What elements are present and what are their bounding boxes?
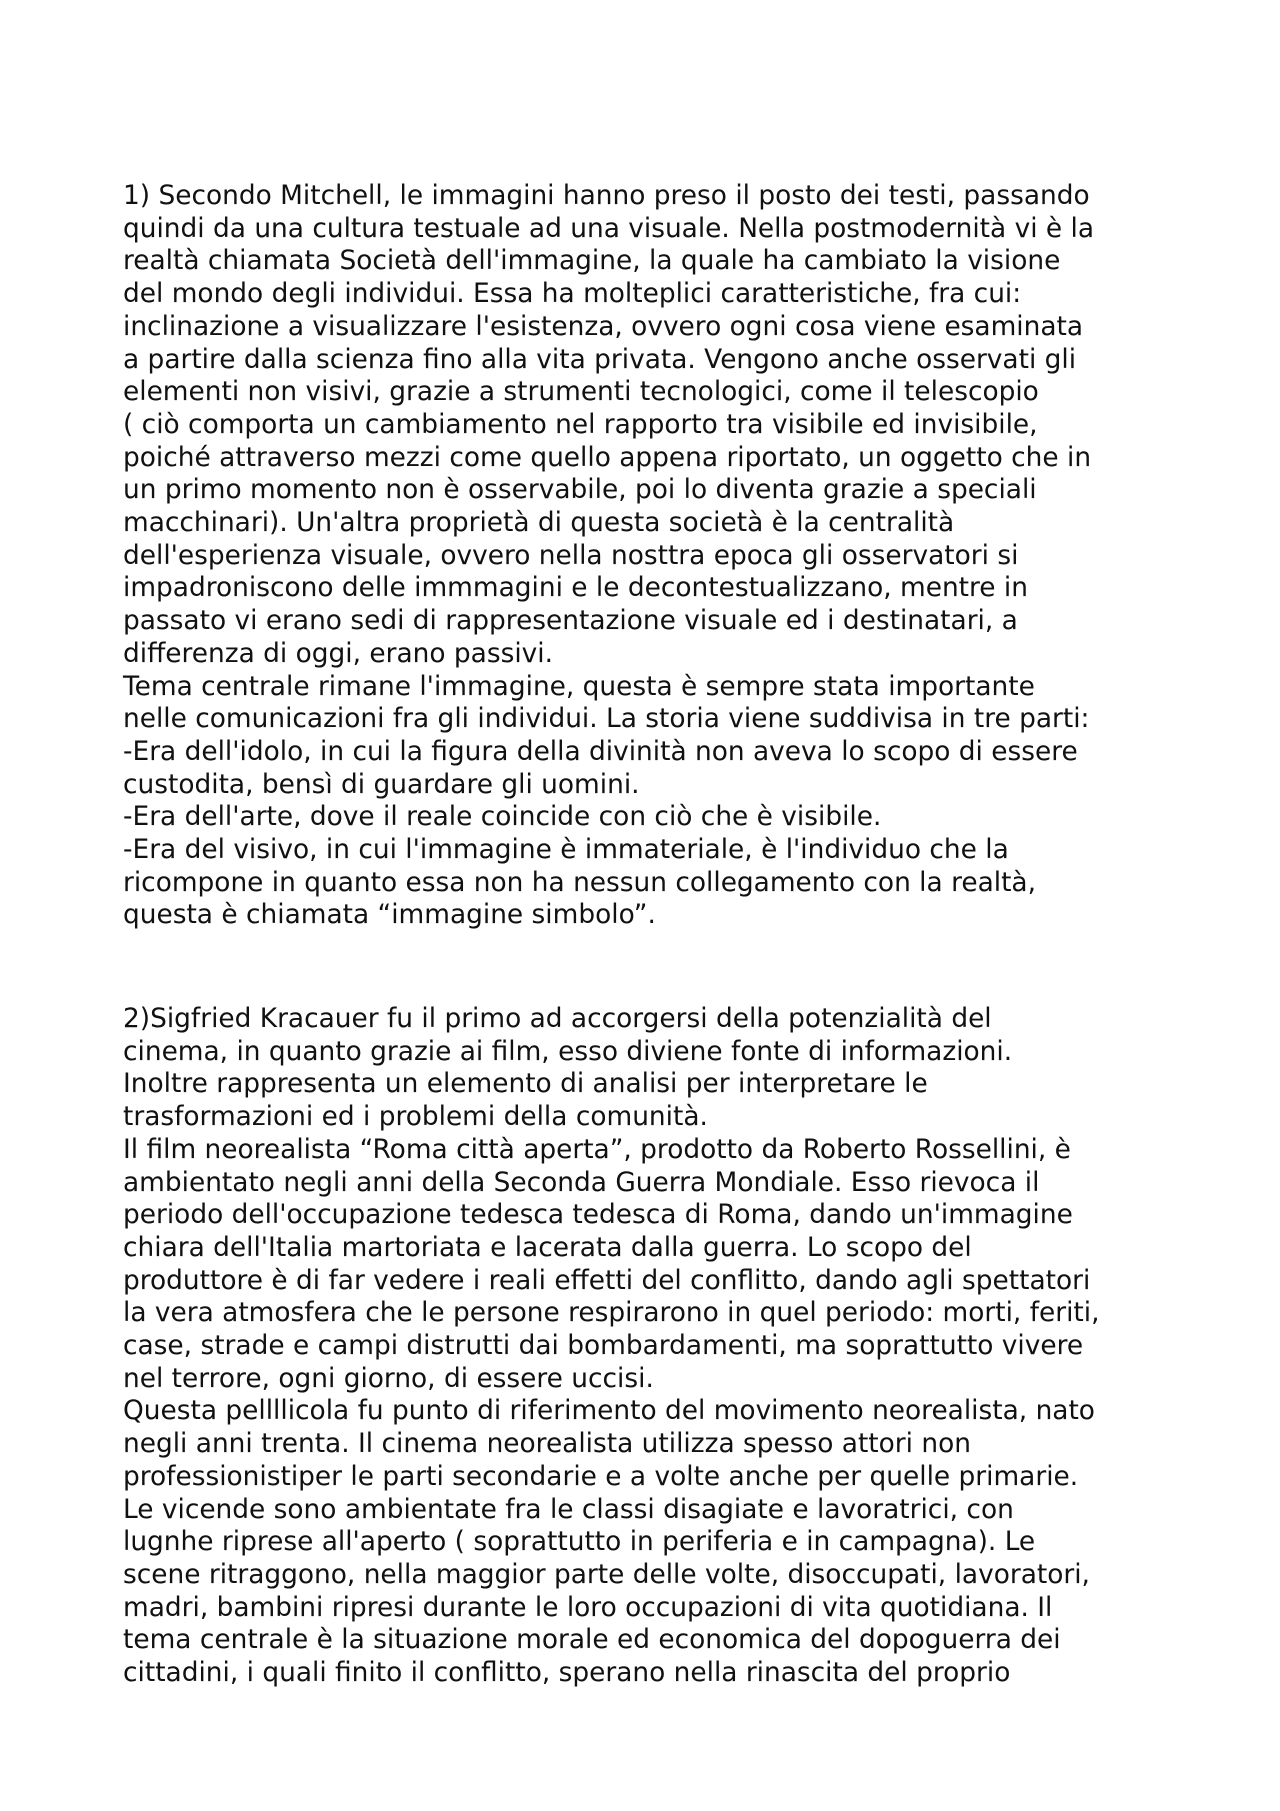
text-line: macchinari). Un'altra proprietà di questa società è la centralità: [123, 507, 955, 539]
text-line: la vera atmosfera che le persone respirarono in quel periodo: morti, feriti,: [123, 1297, 1100, 1329]
text-line: elementi non visivi, grazie a strumenti tecnologici, come il telescopio: [123, 376, 1039, 408]
text-line: trasformazioni ed i problemi della comunità.: [123, 1101, 708, 1133]
text-line: scene ritraggono, nella maggior parte delle volte, disoccupati, lavoratori,: [123, 1558, 1090, 1590]
text-line: -Era del visivo, in cui l'immagine è immateriale, è l'individuo che la: [123, 834, 1009, 866]
text-line: Tema centrale rimane l'immagine, questa è sempre stata importante: [123, 670, 1035, 702]
text-line: un primo momento non è osservabile, poi lo diventa grazie a speciali: [123, 474, 1037, 506]
text-line: madri, bambini ripresi durante le loro occupazioni di vita quotidiana. Il: [123, 1591, 1053, 1623]
text-line: periodo dell'occupazione tedesca tedesca di Roma, dando un'immagine: [123, 1199, 1073, 1231]
text-line: ricompone in quanto essa non ha nessun collegamento con la realtà,: [123, 866, 1036, 898]
text-line: del mondo degli individui. Essa ha molteplici caratteristiche, fra cui:: [123, 278, 1022, 310]
text-line: inclinazione a visualizzare l'esistenza, ovvero ogni cosa viene esaminata: [123, 310, 1084, 342]
text-line: differenza di oggi, erano passivi.: [123, 637, 553, 669]
text-line: ( ciò comporta un cambiamento nel rapporto tra visibile ed invisibile,: [123, 408, 1038, 440]
text-line: impadroniscono delle immmagini e le decontestualizzano, mentre in: [123, 572, 1028, 604]
text-line: 2)Sigfried Kracauer fu il primo ad accorgersi della potenzialità del: [123, 1003, 992, 1034]
answer-2-paragraph: [123, 1003, 1183, 1690]
text-line: -Era dell'idolo, in cui la figura della divinità non aveva lo scopo di essere: [123, 735, 1078, 767]
text-line: ambientato negli anni della Seconda Guerra Mondiale. Esso rievoca il: [123, 1166, 1040, 1198]
text-line: dell'esperienza visuale, ovvero nella nosttra epoca gli osservatori si: [123, 539, 1019, 571]
text-line: passato vi erano sedi di rappresentazione visuale ed i destinatari, a: [123, 605, 1018, 637]
text-line: cittadini, i quali finito il conflitto, sperano nella rinascita del proprio: [123, 1657, 1011, 1689]
text-line: realtà chiamata Società dell'immagine, la quale ha cambiato la visione: [123, 245, 1061, 277]
text-line: nel terrore, ogni giorno, di essere uccisi.: [123, 1362, 654, 1394]
text-line: poiché attraverso mezzi come quello appena riportato, un oggetto che in: [123, 441, 1092, 473]
text-line: quindi da una cultura testuale ad una visuale. Nella postmodernità vi è la: [123, 212, 1095, 244]
text-line: questa è chiamata “immagine simbolo”.: [123, 899, 656, 931]
text-line: Questa pellllicola fu punto di riferimento del movimento neorealista, nato: [123, 1395, 1095, 1427]
text-line: professionistiper le parti secondarie e a volte anche per quelle primarie.: [123, 1460, 1079, 1492]
text-line: case, strade e campi distrutti dai bombardamenti, ma soprattutto vivere: [123, 1330, 1084, 1362]
answer-1-paragraph: [123, 180, 1183, 932]
text-line: a partire dalla scienza fino alla vita privata. Vengono anche osservati gli: [123, 343, 1077, 375]
text-line: lugnhe riprese all'aperto ( soprattutto in periferia e in campagna). Le: [123, 1526, 1036, 1558]
text-line: tema centrale è la situazione morale ed economica del dopoguerra dei: [123, 1624, 1061, 1656]
text-line: Il film neorealista “Roma città aperta”, prodotto da Roberto Rossellini, è: [123, 1133, 1071, 1165]
text-line: custodita, bensì di guardare gli uomini.: [123, 768, 640, 800]
text-line: cinema, in quanto grazie ai film, esso diviene fonte di informazioni.: [123, 1035, 1013, 1067]
text-line: Inoltre rappresenta un elemento di analisi per interpretare le: [123, 1068, 928, 1100]
text-line: produttore è di far vedere i reali effetti del conflitto, dando agli spettatori: [123, 1264, 1091, 1296]
text-line: 1) Secondo Mitchell, le immagini hanno preso il posto dei testi, passando: [123, 180, 1090, 211]
text-line: chiara dell'Italia martoriata e lacerata dalla guerra. Lo scopo del: [123, 1231, 972, 1263]
text-line: nelle comunicazioni fra gli individui. La storia viene suddivisa in tre parti:: [123, 703, 1090, 735]
text-line: -Era dell'arte, dove il reale coincide con ciò che è visibile.: [123, 801, 882, 833]
text-line: negli anni trenta. Il cinema neorealista utilizza spesso attori non: [123, 1428, 971, 1460]
text-line: Le vicende sono ambientate fra le classi disagiate e lavoratrici, con: [123, 1493, 1014, 1525]
